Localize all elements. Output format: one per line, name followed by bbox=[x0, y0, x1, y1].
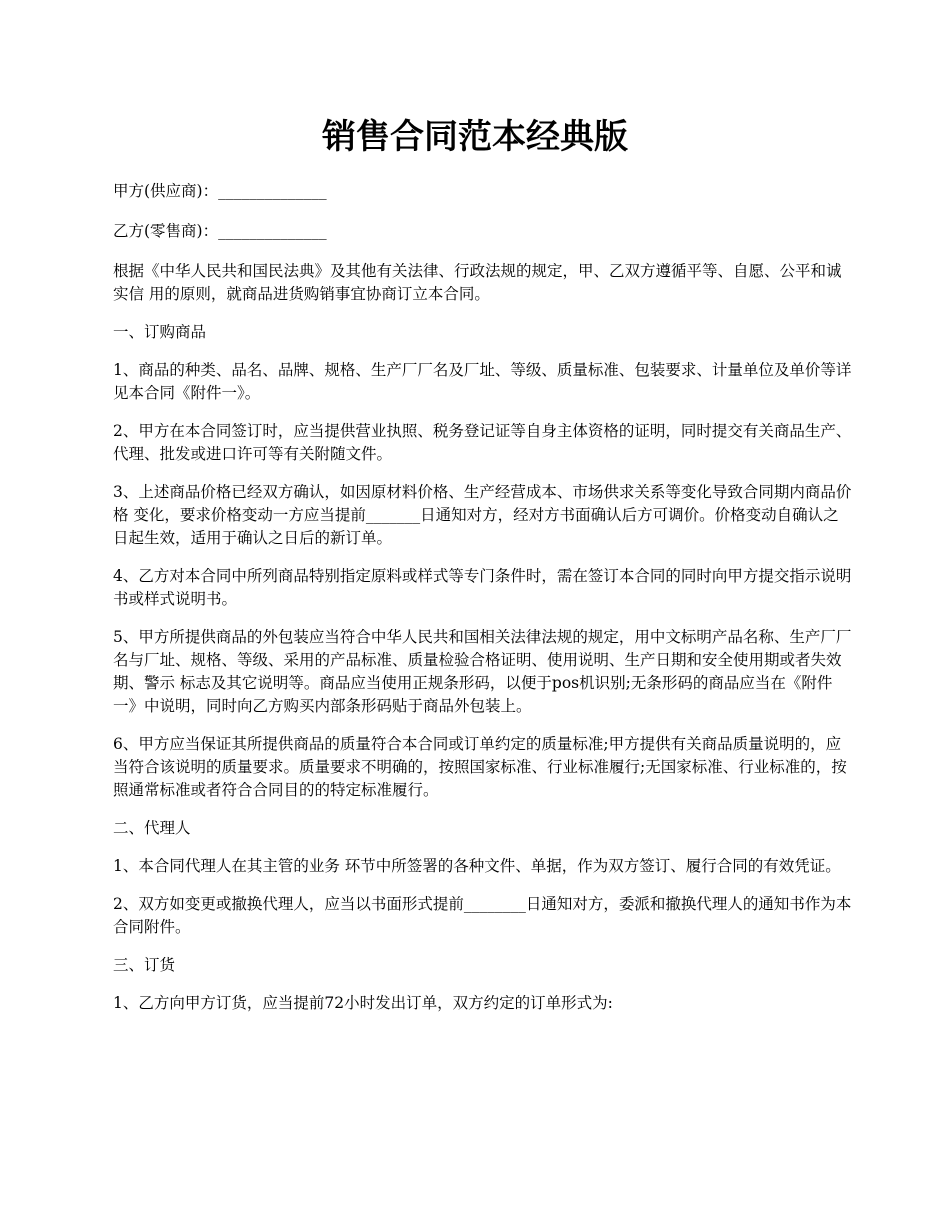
section-3-item-1: 1、乙方向甲方订货，应当提前72小时发出订单，双方约定的订单形式为: bbox=[113, 994, 613, 1012]
section-1-item-1: 1、商品的种类、品名、品牌、规格、生产厂厂名及厂址、等级、质量标准、包装要求、计量单位及单价等详见本合同《附件一》。 bbox=[113, 361, 852, 402]
section-1-item-3: 3、上述商品价格已经双方确认，如因原材料价格、生产经营成本、市场供求关系等变化导致合同期内商品价格 变化，要求价格变动一方应当提前_______日通知对方，经对方书面确认后方可调价。价格变动自确认之日起生效，适用于确认之日后的新订单。 bbox=[113, 483, 852, 547]
section-1-item-5: 5、甲方所提供商品的外包装应当符合中华人民共和国相关法律法规的规定，用中文标明产品名称、生产厂厂名与厂址、规格、等级、采用的产品标准、质量检验合格证明、使用说明、生产日期和安全使用期或者失效期、警示 标志及其它说明等。商品应当使用正规条形码，以便于pos机识别;无条形码的商品应当在《附件一》中说明，同时向乙方购买内部条形码贴于商品外包装上。 bbox=[113, 628, 852, 715]
section-1-item-2: 2、甲方在本合同签订时，应当提供营业执照、税务登记证等自身主体资格的证明，同时提交有关商品生产、代理、批发或进口许可等有关附随文件。 bbox=[113, 422, 852, 463]
document-title: 销售合同范本经典版 bbox=[322, 117, 628, 157]
document-body bbox=[113, 180, 853, 1030]
section-heading-1: 一、订购商品 bbox=[113, 323, 207, 341]
party-b-line: 乙方(零售商)：______________ bbox=[113, 222, 327, 240]
section-1-item-6: 6、甲方应当保证其所提供商品的质量符合本合同或订单约定的质量标准;甲方提供有关商品质量说明的，应当符合该说明的质量要求。质量要求不明确的，按照国家标准、行业标准履行;无国家标准、行业标准的，按照通常标准或者符合合同目的的特定标准履行。 bbox=[113, 735, 847, 799]
party-a-line: 甲方(供应商)：______________ bbox=[113, 182, 327, 200]
section-heading-2: 二、代理人 bbox=[113, 819, 191, 837]
section-heading-3: 三、订货 bbox=[113, 956, 176, 974]
intro-paragraph: 根据《中华人民共和国民法典》及其他有关法律、行政法规的规定，甲、乙双方遵循平等、自愿、公平和诚实信 用的原则，就商品进货购销事宜协商订立本合同。 bbox=[113, 262, 842, 303]
section-1-item-4: 4、乙方对本合同中所列商品特别指定原料或样式等专门条件时，需在签订本合同的同时向甲方提交指示说明书或样式说明书。 bbox=[113, 567, 852, 608]
section-2-item-1: 1、本合同代理人在其主管的业务 环节中所签署的各种文件、单据，作为双方签订、履行合同的有效凭证。 bbox=[113, 857, 841, 875]
section-2-item-2: 2、双方如变更或撤换代理人，应当以书面形式提前________日通知对方，委派和撤换代理人的通知书作为本合同附件。 bbox=[113, 895, 852, 936]
